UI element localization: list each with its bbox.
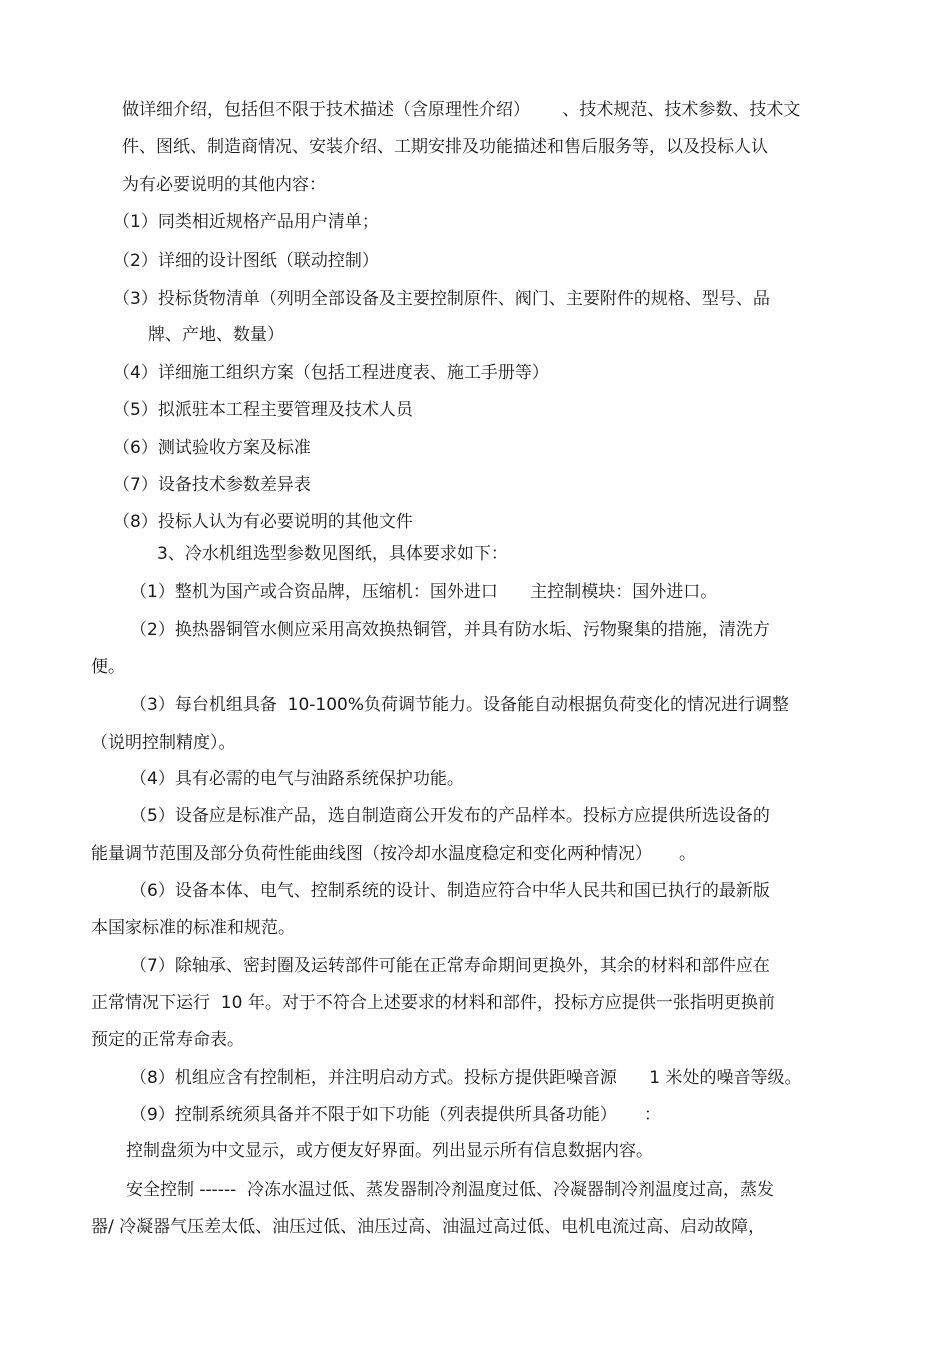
requirement-continuation: 正常情况下运行 10 年。对于不符合上述要求的材料和部件，投标方应提供一张指明更换前 <box>91 993 775 1013</box>
list-item: （5）拟派驻本工程主要管理及技术人员 <box>113 400 413 420</box>
requirement-item: （5）设备应是标准产品，选自制造商公开发布的产品样本。投标方应提供所选设备的 <box>130 806 770 826</box>
requirement-item: （8）机组应含有控制柜，并注明启动方式。投标方提供距噪音源 1 米处的噪音等级。 <box>130 1068 802 1088</box>
list-item: （8）投标人认为有必要说明的其他文件 <box>113 512 413 532</box>
requirement-item: （4）具有必需的电气与油路系统保护功能。 <box>130 769 464 789</box>
paragraph-line: 器/ 冷凝器气压差太低、油压过低、油压过高、油温过高过低、电机电流过高、启动故障， <box>91 1217 766 1237</box>
paragraph-line: 件、图纸、制造商情况、安装介绍、工期安排及功能描述和售后服务等，以及投标人认 <box>122 137 768 157</box>
list-item: （6）测试验收方案及标准 <box>113 438 311 458</box>
paragraph-line: 为有必要说明的其他内容： <box>122 175 326 195</box>
requirement-item: （6）设备本体、电气、控制系统的设计、制造应符合中华人民共和国已执行的最新版 <box>130 881 770 901</box>
requirement-continuation: 预定的正常寿命表。 <box>91 1030 244 1050</box>
list-item-continuation: 牌、产地、数量） <box>148 325 284 345</box>
requirement-continuation: 便。 <box>91 657 125 677</box>
requirement-item: （3）每台机组具备 10-100%负荷调节能力。设备能自动根据负荷变化的情况进行调整 <box>130 695 789 715</box>
paragraph-line: 控制盘须为中文显示，或方便友好界面。列出显示所有信息数据内容。 <box>126 1141 653 1161</box>
paragraph-line: 安全控制 ------ 冷冻水温过低、蒸发器制冷剂温度过低、冷凝器制冷剂温度过高，蒸发 <box>126 1180 775 1200</box>
list-item: （4）详细施工组织方案（包括工程进度表、施工手册等） <box>113 363 549 383</box>
requirement-continuation: （说明控制精度）。 <box>91 733 236 753</box>
section-heading: 3、冷水机组选型参数见图纸，具体要求如下： <box>157 544 508 564</box>
requirement-item: （7）除轴承、密封圈及运转部件可能在正常寿命期间更换外，其余的材料和部件应在 <box>130 956 770 976</box>
paragraph-line: 做详细介绍，包括但不限于技术描述（含原理性介绍） 、技术规范、技术参数、技术文 <box>122 100 801 120</box>
requirement-item: （9）控制系统须具备并不限于如下功能（列表提供所具备功能） ： <box>130 1105 661 1125</box>
list-item: （2）详细的设计图纸（联动控制） <box>113 251 379 271</box>
list-item: （1）同类相近规格产品用户清单； <box>113 212 379 232</box>
requirement-item: （1）整机为国产或合资品牌，压缩机：国外进口 主控制模块：国外进口。 <box>130 582 718 602</box>
requirement-continuation: 本国家标准的标准和规范。 <box>91 918 295 938</box>
requirement-item: （2）换热器铜管水侧应采用高效换热铜管，并具有防水垢、污物聚集的措施，清洗方 <box>130 620 770 640</box>
requirement-continuation: 能量调节范围及部分负荷性能曲线图（按冷却水温度稳定和变化两种情况） 。 <box>91 844 697 864</box>
list-item: （7）设备技术参数差异表 <box>113 475 311 495</box>
list-item: （3）投标货物清单（列明全部设备及主要控制原件、阀门、主要附件的规格、型号、品 <box>113 289 770 309</box>
